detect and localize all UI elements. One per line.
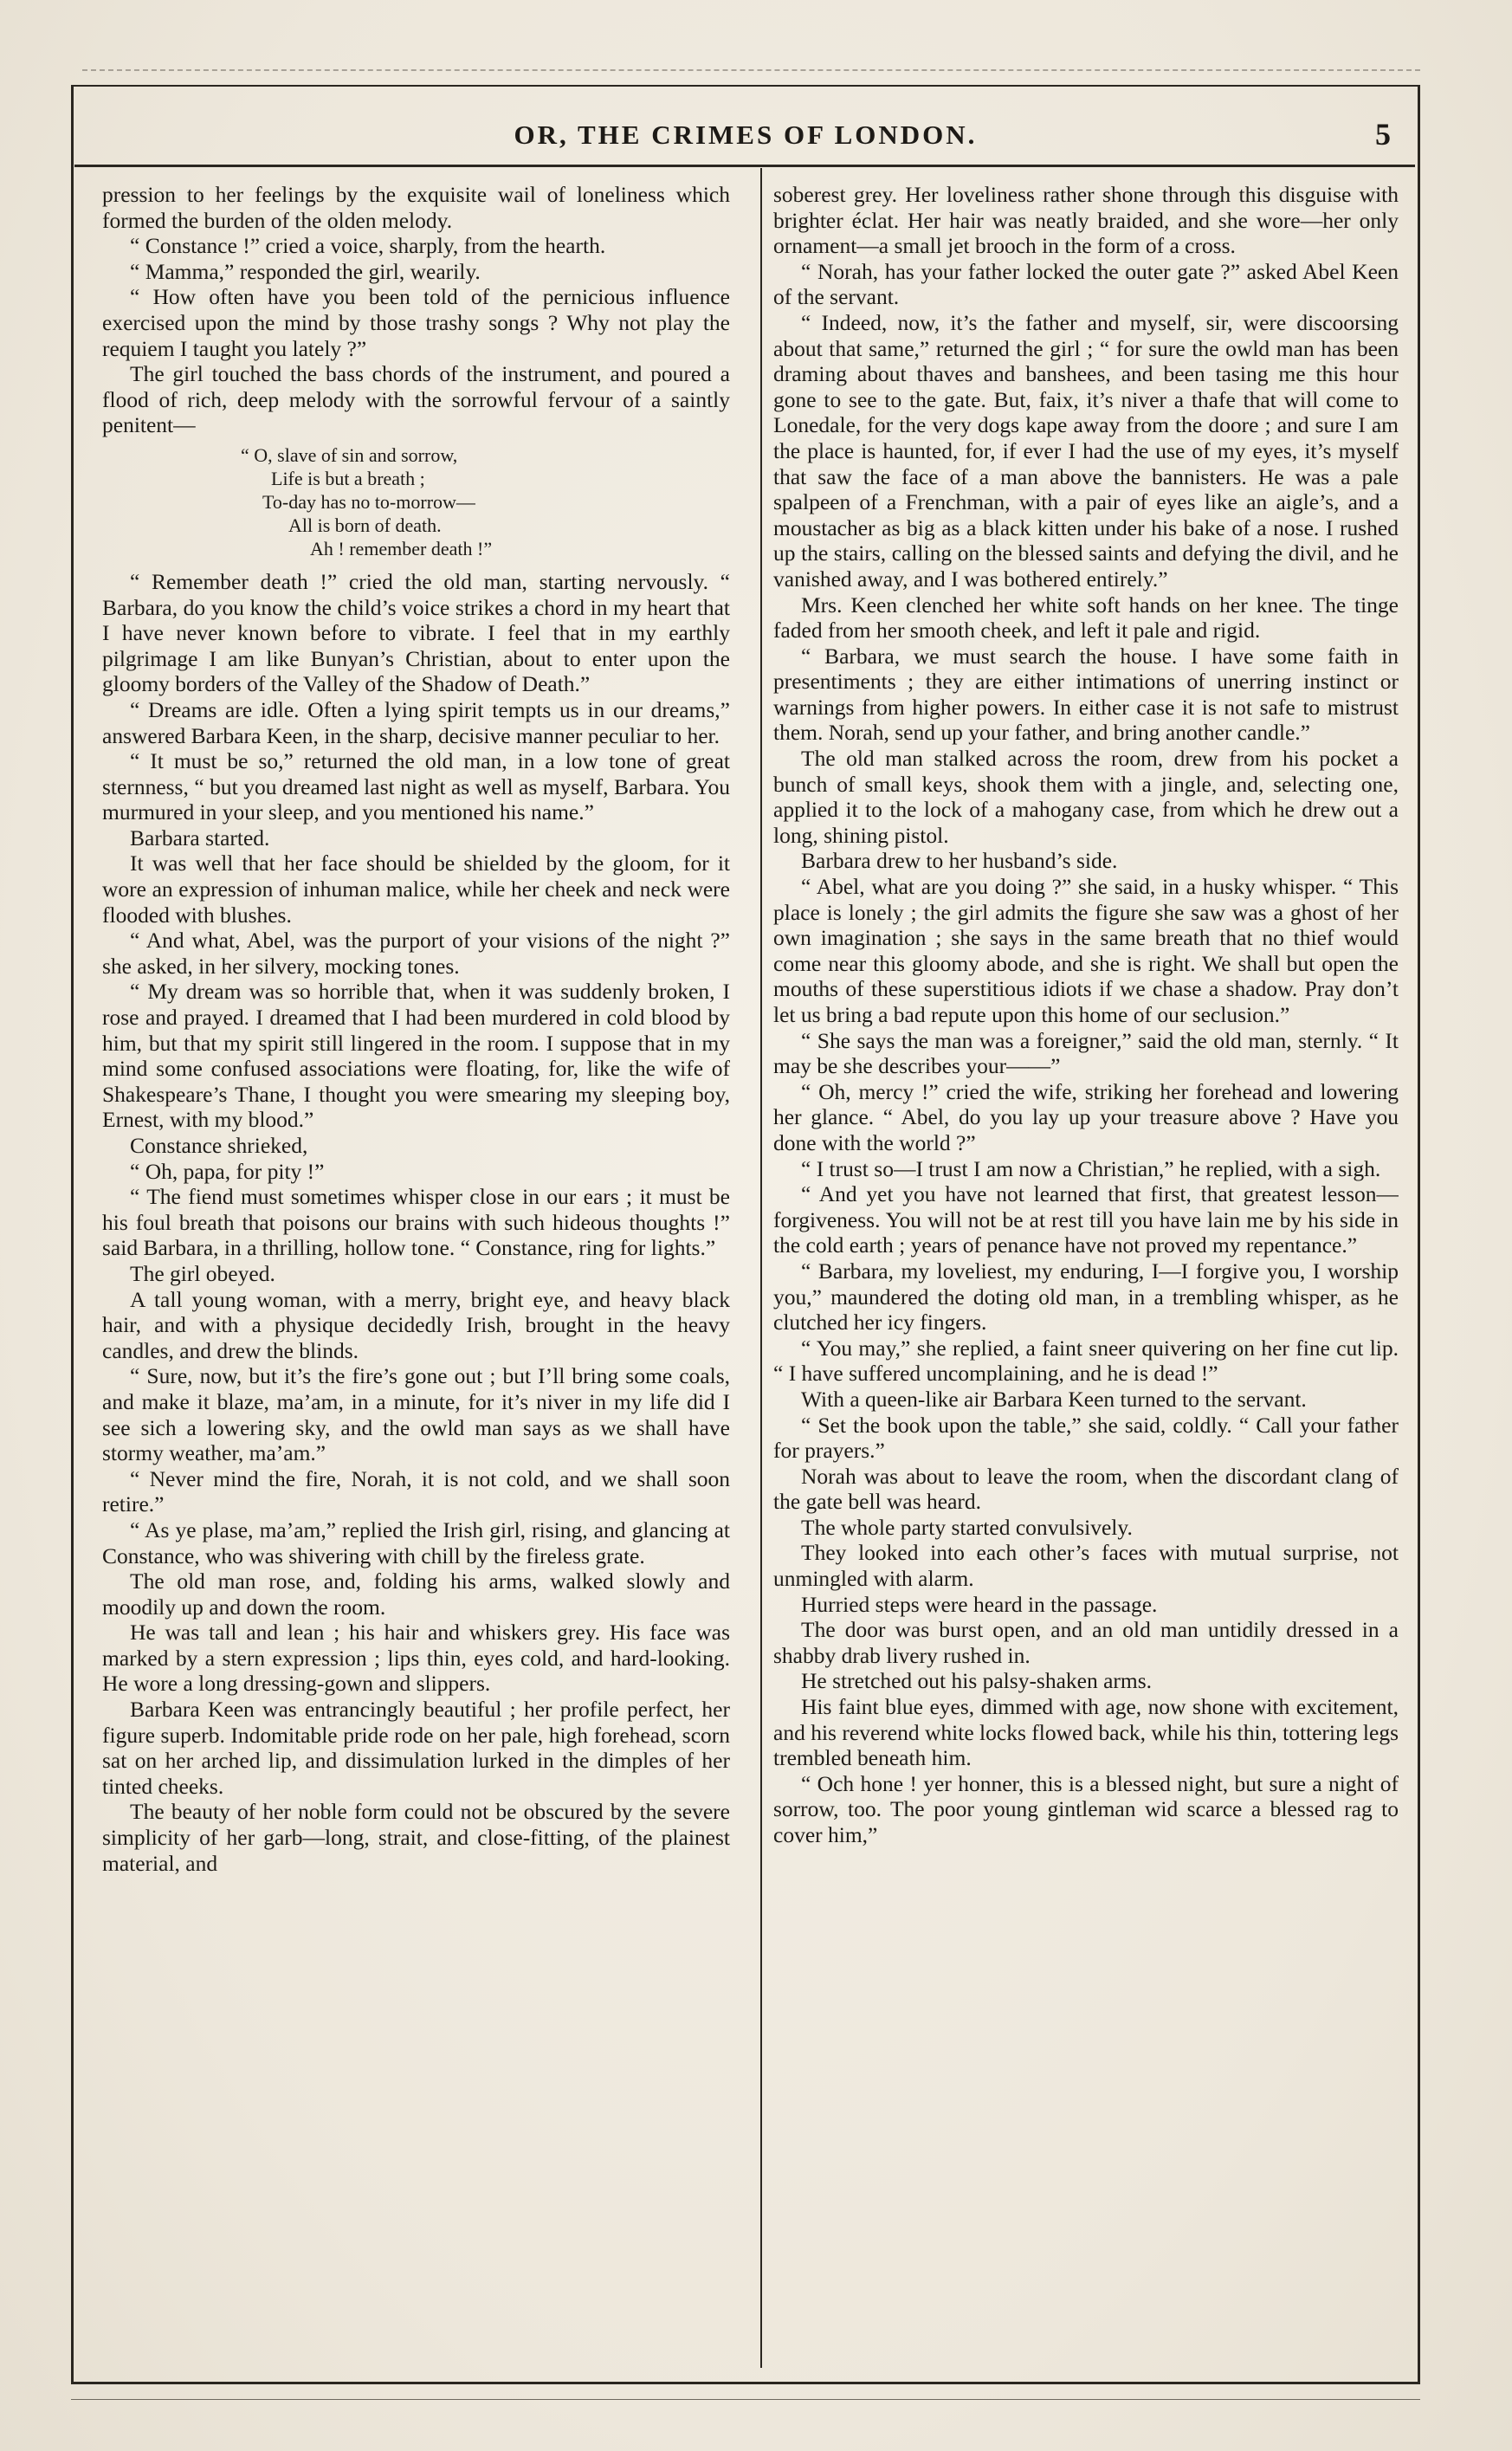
paragraph: “ Abel, what are you doing ?” she said, in a husky whisper. “ This place is lonely ; the girl admits the figure she saw was a ghost of her own imagination ; she says in the same breath that no thief would come near this gloomy abode, and she is right. We shall but open the mouths of these superstitious idiots if we chase a shadow. Pray don’t let us bring a bad repute upon this home of our seclusion.” [773, 874, 1399, 1027]
paragraph: He was tall and lean ; his hair and whiskers grey. His face was marked by a stern expression ; lips thin, eyes cold, and hard-looking. He wore a long dressing-gown and slippers. [102, 1620, 730, 1697]
song-verse [102, 443, 730, 560]
verse-line: All is born of death. [288, 514, 442, 536]
verse-line: Life is but a breath ; [271, 467, 425, 489]
paragraph: “ How often have you been told of the pernicious influence exercised upon the mind by those trashy songs ? Why not play the requiem I taught you lately ?” [102, 284, 730, 361]
paragraph: “ Sure, now, but it’s the fire’s gone out ; but I’ll bring some coals, and make it blaze, ma’am, in a minute, for it’s niver in my life did I see sich a lowering sky, and the owld man says as we shall have stormy weather, ma’am.” [102, 1363, 730, 1466]
paragraph: “ As ye plase, ma’am,” replied the Irish girl, rising, and glancing at Constance, who was shivering with chill by the fireless grate. [102, 1517, 730, 1568]
paragraph: Norah was about to leave the room, when the discordant clang of the gate bell was heard. [773, 1463, 1399, 1515]
paragraph: “ Barbara, my loveliest, my enduring, I—I forgive you, I worship you,” maundered the doting old man, in a trembling whisper, as he clutched her icy fingers. [773, 1258, 1399, 1335]
paragraph: Barbara Keen was entrancingly beautiful ; her profile perfect, her figure superb. Indomitable pride rode on her pale, high forehead, scorn sat on her arched lip, and dissimulation lurked in the dimples of her tinted cheeks. [102, 1697, 730, 1799]
paragraph: “ Constance !” cried a voice, sharply, from the hearth. [130, 233, 606, 259]
page-header [71, 114, 1420, 159]
paragraph: It was well that her face should be shielded by the gloom, for it wore an expression of inhuman malice, while her cheek and neck were flooded with blushes. [102, 850, 730, 928]
top-decorative-rule [82, 69, 1420, 71]
paragraph: “ Never mind the fire, Norah, it is not cold, and we shall soon retire.” [102, 1465, 730, 1517]
paragraph: The girl touched the bass chords of the instrument, and poured a flood of rich, deep melody with the sorrowful fervour of a saintly penitent— [102, 361, 730, 438]
paragraph: The door was burst open, and an old man untidily dressed in a shabby drab livery rushed in. [773, 1617, 1399, 1668]
paragraph: A tall young woman, with a merry, bright eye, and heavy black hair, and with a physique decidedly Irish, brought in the heavy candles, and drew the blinds. [102, 1286, 730, 1363]
paragraph: With a queen-like air Barbara Keen turned to the servant. [801, 1386, 1307, 1412]
paragraph: “ You may,” she replied, a faint sneer quivering on her fine cut lip. “ I have suffered uncomplaining, and he is dead !” [773, 1335, 1399, 1387]
paragraph: “ Norah, has your father locked the outer gate ?” asked Abel Keen of the servant. [773, 258, 1399, 310]
verse-line: “ O, slave of sin and sorrow, [241, 443, 458, 466]
header-rule [74, 165, 1415, 167]
paragraph: The beauty of her noble form could not be obscured by the severe simplicity of her garb—long, strait, and close-fitting, of the plainest material, and [102, 1799, 730, 1876]
column-divider [760, 168, 762, 2368]
paragraph: Mrs. Keen clenched her white soft hands on her knee. The tinge faded from her smooth cheek, and left it pale and rigid. [773, 592, 1399, 643]
running-title: OR, THE CRIMES OF LONDON. [514, 120, 978, 150]
paragraph: The whole party started convulsively. [801, 1514, 1133, 1540]
paragraph: “ And what, Abel, was the purport of your visions of the night ?” she asked, in her silvery, mocking tones. [102, 928, 730, 979]
paragraph: “ The fiend must sometimes whisper close in our ears ; it must be his foul breath that poisons our brains with such hideous thoughts !” said Barbara, in a thrilling, hollow tone. “ Constance, ring for lights.” [102, 1184, 730, 1261]
paragraph: The girl obeyed. [130, 1260, 275, 1286]
paragraph: “ It must be so,” returned the old man, in a low tone of great sternness, “ but you dreamed last night as well as myself, Barbara. You murmured in your sleep, and you mentioned his name.” [102, 748, 730, 825]
bottom-rule [71, 2399, 1420, 2400]
paragraph: “ Indeed, now, it’s the father and myself, sir, were discoorsing about that same,” returned the girl ; “ for sure the owld man has been draming about thaves and banshees, and been tasing me this hour gone to see to the gate. But, faix, it’s niver a thafe that will come to Lonedale, for the very dogs kape away from the doore ; and sure I am the place is haunted, for, if ever I had the use of my eyes, it’s myself that saw the face of a man above the bannisters. He was a pale spalpeen of a Frenchman, with a pair of eyes like an aigle’s, and a moustacher as big as a black kitten under his bake of a nose. I rushed up the stairs, calling on the blessed saints and defying the divil, and he vanished away, and I was bothered entirely.” [773, 309, 1399, 592]
paragraph: pression to her feelings by the exquisite wail of loneliness which formed the burden of the olden melody. [102, 182, 730, 233]
paragraph: “ I trust so—I trust I am now a Christian,” he replied, with a sigh. [801, 1155, 1381, 1181]
paragraph: “ She says the man was a foreigner,” said the old man, sternly. “ It may be she describes your——” [773, 1027, 1399, 1079]
paragraph: soberest grey. Her loveliness rather shone through this disguise with brighter éclat. Her hair was neatly braided, and she wore—her only ornament—a small jet brooch in the form of a cross. [773, 182, 1399, 259]
paragraph: “ Oh, papa, for pity !” [130, 1158, 325, 1184]
paragraph: Hurried steps were heard in the passage. [801, 1591, 1158, 1617]
paragraph: Constance shrieked, [130, 1133, 308, 1158]
paragraph: “ Oh, mercy !” cried the wife, striking her forehead and lowering her glance. “ Abel, do you lay up your treasure above ? Have you done with the world ?” [773, 1078, 1399, 1155]
paragraph: His faint blue eyes, dimmed with age, now shone with excitement, and his reverend white locks flowed back, while his thin, tottering legs trembled beneath him. [773, 1694, 1399, 1771]
left-column [102, 182, 730, 2364]
paragraph: “ And yet you have not learned that first, that greatest lesson—forgiveness. You will not be at rest till you have lain me by his side in the cold earth ; years of penance have not proved my repentance.” [773, 1181, 1399, 1258]
verse-line: Ah ! remember death !” [310, 537, 493, 559]
paragraph: “ Och hone ! yer honner, this is a blessed night, but sure a night of sorrow, too. The poor young gintleman wid scarce a blessed rag to cover him,” [773, 1770, 1399, 1847]
paragraph: “ Remember death !” cried the old man, starting nervously. “ Barbara, do you know the child’s voice strikes a chord in my heart that I have never known before to vibrate. I feel that in my earthly pilgrimage I am like Bunyan’s Christian, about to enter upon the gloomy borders of the Valley of the Shadow of Death.” [102, 568, 730, 697]
paragraph: The old man rose, and, folding his arms, walked slowly and moodily up and down the room. [102, 1568, 730, 1620]
paragraph: “ Mamma,” responded the girl, wearily. [130, 258, 481, 284]
paragraph: The old man stalked across the room, drew from his pocket a bunch of small keys, shook them with a jingle, and, selecting one, applied it to the lock of a mahogany case, from which he drew out a long, shining pistol. [773, 746, 1399, 848]
right-column [773, 182, 1399, 2364]
paragraph: “ Barbara, we must search the house. I have some faith in presentiments ; they are either intimations of unerring instinct or warnings from higher powers. In either case it is not safe to mistrust them. Norah, send up your father, and bring another candle.” [773, 643, 1399, 746]
verse-line: To-day has no to-morrow— [262, 490, 475, 513]
paragraph: “ Dreams are idle. Often a lying spirit tempts us in our dreams,” answered Barbara Keen, in the sharp, decisive manner peculiar to her. [102, 696, 730, 748]
paragraph: They looked into each other’s faces with mutual surprise, not unmingled with alarm. [773, 1540, 1399, 1592]
page-number: 5 [1375, 117, 1391, 152]
paragraph: Barbara drew to her husband’s side. [801, 848, 1118, 874]
paragraph: Barbara started. [130, 825, 270, 850]
paragraph: “ Set the book upon the table,” she said, coldly. “ Call your father for prayers.” [773, 1412, 1399, 1464]
paragraph: He stretched out his palsy-shaken arms. [801, 1668, 1153, 1694]
paragraph: “ My dream was so horrible that, when it was suddenly broken, I rose and prayed. I dreamed that I had been murdered in cold blood by him, but that my spirit still lingered in the room. I suppose that in my mind some confused associations were floating, for, like the wife of Shakespeare’s Thane, I thought you were smearing my sleeping boy, Ernest, with my blood.” [102, 979, 730, 1133]
